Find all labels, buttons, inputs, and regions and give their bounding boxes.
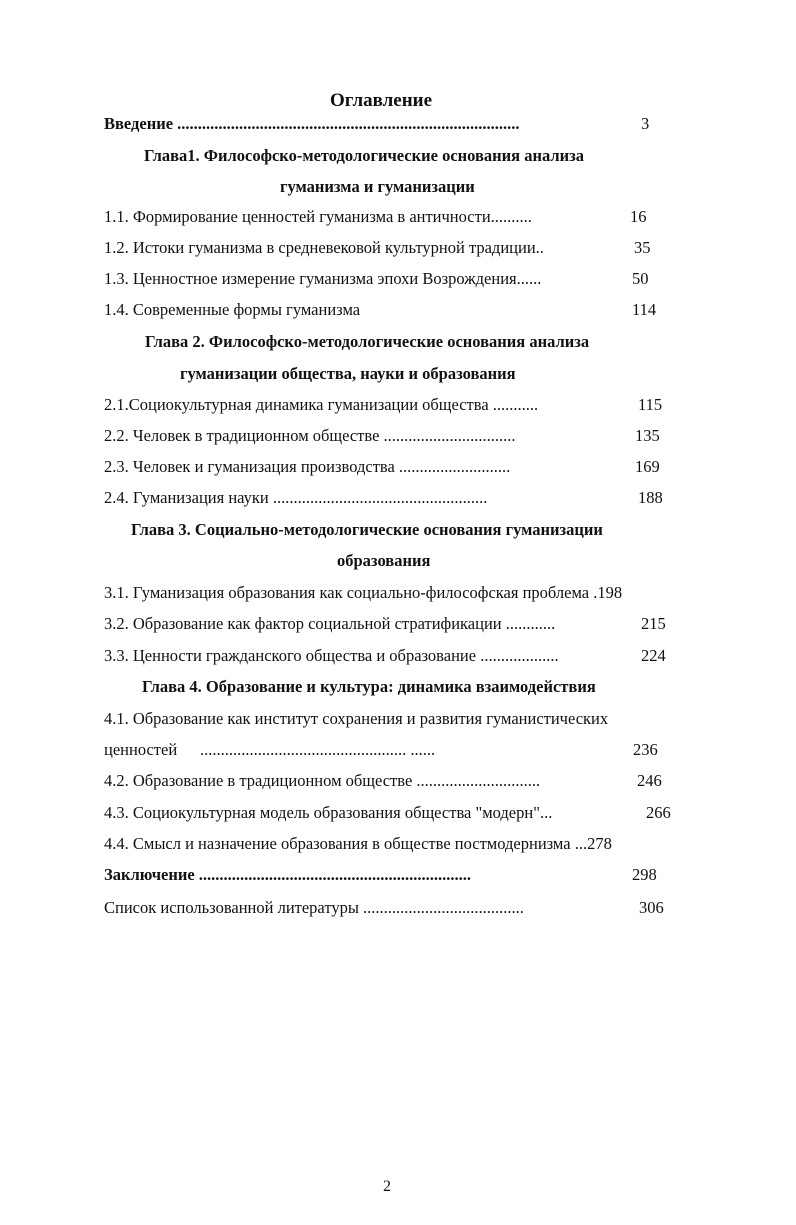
toc-entry-4-4: 4.4. Смысл и назначение образования в обществе постмодернизма ...278 bbox=[104, 834, 612, 853]
toc-title: Оглавление bbox=[330, 90, 433, 111]
toc-page-bibliography: 306 bbox=[639, 898, 664, 917]
chapter-3-heading-cont: образования bbox=[337, 551, 431, 570]
toc-page-1-1: 16 bbox=[630, 207, 647, 226]
toc-entry-1-3: 1.3. Ценностное измерение гуманизма эпохи Возрождения...... bbox=[104, 269, 542, 288]
toc-page-4-1: 236 bbox=[633, 740, 658, 759]
toc-entry-2-2: 2.2. Человек в традиционном обществе ................................ bbox=[104, 426, 516, 445]
toc-entry-3-1: 3.1. Гуманизация образования как социально-философская проблема .198 bbox=[104, 583, 623, 602]
toc-page-4-3: 266 bbox=[646, 803, 671, 822]
page-number: 2 bbox=[383, 1178, 391, 1195]
toc-dots-4-1: .................................................. ...... bbox=[200, 740, 436, 759]
toc-page-2-1: 115 bbox=[638, 395, 663, 414]
toc-entry-1-4: 1.4. Современные формы гуманизма bbox=[104, 300, 361, 319]
chapter-1-heading: Глава1. Философско-методологические основания анализа bbox=[144, 146, 585, 165]
toc-entry-3-3: 3.3. Ценности гражданского общества и образование ................... bbox=[104, 646, 559, 665]
toc-page-introduction: 3 bbox=[641, 114, 650, 133]
toc-entry-1-2: 1.2. Истоки гуманизма в средневековой культурной традиции.. bbox=[104, 238, 544, 257]
toc-page-2-2: 135 bbox=[635, 426, 660, 445]
toc-page-2-4: 188 bbox=[638, 488, 663, 507]
toc-page-2-3: 169 bbox=[635, 457, 660, 476]
toc-entry-2-1: 2.1.Социокультурная динамика гуманизации общества ........... bbox=[104, 395, 539, 414]
toc-page-4-2: 246 bbox=[637, 771, 662, 790]
toc-entry-4-1: 4.1. Образование как институт сохранения и развития гуманистических bbox=[104, 709, 609, 728]
chapter-2-heading: Глава 2. Философско-методологические основания анализа bbox=[145, 332, 590, 351]
toc-page-1-3: 50 bbox=[632, 269, 649, 288]
chapter-3-heading: Глава 3. Социально-методологические основания гуманизации bbox=[131, 520, 603, 539]
toc-page-3-2: 215 bbox=[641, 614, 666, 633]
chapter-4-heading: Глава 4. Образование и культура: динамика взаимодействия bbox=[142, 677, 596, 696]
toc-page-1-2: 35 bbox=[634, 238, 651, 257]
toc-entry-1-1: 1.1. Формирование ценностей гуманизма в античности.......... bbox=[104, 207, 532, 226]
toc-entry-introduction: Введение ................................................................................... bbox=[104, 114, 520, 133]
toc-entry-bibliography: Список использованной литературы ....................................... bbox=[104, 898, 524, 917]
chapter-1-heading-cont: гуманизма и гуманизации bbox=[280, 177, 475, 196]
toc-entry-3-2: 3.2. Образование как фактор социальной стратификации ............ bbox=[104, 614, 556, 633]
toc-page-3-3: 224 bbox=[641, 646, 666, 665]
toc-entry-4-2: 4.2. Образование в традиционном обществе .............................. bbox=[104, 771, 541, 790]
toc-entry-conclusion: Заключение .................................................................. bbox=[104, 865, 472, 884]
toc-entry-2-3: 2.3. Человек и гуманизация производства ........................... bbox=[104, 457, 511, 476]
toc-page-1-4: 114 bbox=[632, 300, 657, 319]
toc-entry-4-3: 4.3. Социокультурная модель образования общества "модерн"... bbox=[104, 803, 553, 822]
toc-page-conclusion: 298 bbox=[632, 865, 657, 884]
toc-entry-4-1-cont: ценностей bbox=[104, 740, 178, 759]
chapter-2-heading-cont: гуманизации общества, науки и образования bbox=[180, 364, 516, 383]
toc-entry-2-4: 2.4. Гуманизация науки .................................................... bbox=[104, 488, 488, 507]
